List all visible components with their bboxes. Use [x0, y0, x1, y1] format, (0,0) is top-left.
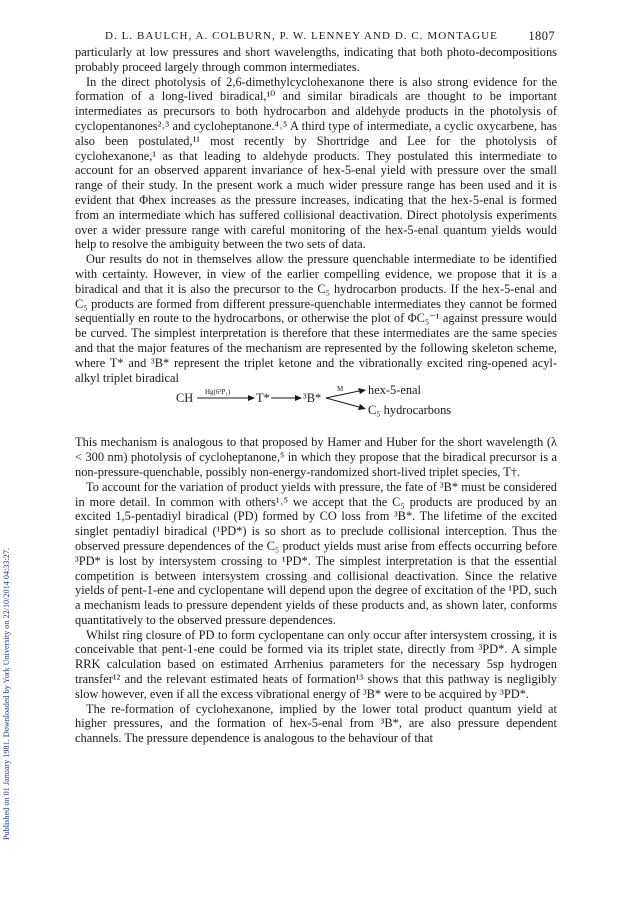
paragraph-5: To account for the variation of product yields with pressure, the fate of ³B* must be considered in more detail. In common with others¹˒⁵ we accept that the C₅ products are produced by an excited 1,5-pentadiyl biradical (PD) formed by CO loss from ³B*. The lifetime of the excited singlet pentadiyl biradical (¹PD*) is so short as to preclude collisional interception. Thus the observed pressure dependences of the C₅ product yields must arise from effects occurring before ³PD* is lost by intersystem crossing to ¹PD*. The simplest interpretation is that the essential competition is between intersystem crossing and collisional deactivation. Since the relative yields of pent-1-ene and cyclopentane will depend upon the degree of excitation of the ¹PD, such a mechanism leads to pressure dependent yields of these products and, as shown later, conforms quantitatively to the observed pressure dependences. — [75, 479, 557, 627]
scheme-intermediate-1: T* — [256, 391, 270, 406]
provenance-watermark — [0, 150, 18, 870]
article-body — [75, 45, 557, 746]
paragraph-2: In the direct photolysis of 2,6-dimethylcyclohexanone there is also strong evidence for the formation of a long-lived biradical,¹⁰ and similar biradicals are thought to be important intermediates as precursors to both hydrocarbon and aldehyde products in the photolysis of cyclopentanones²˒³ and cycloheptanone.⁴˒⁵ A third type of intermediate, a cyclic oxycarbene, has also been postulated,¹¹ most recently by Shortridge and Lee for the photolysis of cyclohexanone,¹ as that leading to aldehyde products. They postulated this intermediate to account for an observed apparent invariance of hex-5-enal yield with pressure over the small range of their study. In the present work a much wider pressure range has been used and it is evident that Φhex increases as the pressure increases, indicating that the hex-5-enal is formed from an intermediate which has suffered collisional deactivation. Direct photolysis experiments over a wider pressure range with careful monitoring of the hex-5-enal quantum yields would help to resolve the ambiguity between the two sets of data. — [75, 74, 557, 252]
scheme-lower-product: C₅ hydrocarbons — [368, 403, 452, 418]
paragraph-3: Our results do not in themselves allow the pressure quenchable intermediate to be identified with certainty. However, in view of the earlier compelling evidence, we propose that it is a biradical and that it is also the precursor to the C₅ hydrocarbon products. If the hex-5-enal and C₅ products are formed from different pressure-quenchable intermediates they cannot be formed sequentially en route to the hydrocarbons, or otherwise the plot of ΦC₅⁻¹ against pressure would be curved. The simplest interpretation is therefore that these intermediates are the same species and that the major features of the mechanism are represented by the following skeleton scheme, where T* and ³B* represent the triplet ketone and the vibrationally excited ring-opened acyl-alkyl triplet biradical — [75, 252, 557, 385]
header-authors: D. L. BAULCH, A. COLBURN, P. W. LENNEY AND D. C. MONTAGUE — [105, 30, 498, 42]
scheme-intermediate-2: ³B* — [303, 391, 322, 406]
page-number: 1807 — [528, 29, 555, 43]
paragraph-4: This mechanism is analogous to that proposed by Hamer and Huber for the short wavelength (λ < 300 nm) photolysis of cycloheptanone,⁵ in which they propose that the biradical precursor is a non-pressure-quenchable, possibly non-energy-randomized short-lived triplet species, T†. — [75, 435, 557, 479]
paragraph-1: particularly at low pressures and short wavelengths, indicating that both photo-decompositions probably proceed largely through common intermediates. — [75, 45, 557, 74]
scheme-reactant: CH — [176, 391, 194, 406]
paragraph-6: Whilst ring closure of PD to form cyclopentane can only occur after intersystem crossing, it is conceivable that pent-1-ene could be formed via its triplet state, directly from ³PD*. A simple RRK calculation based on estimated Arrhenius parameters for the necessary 5sp hydrogen transfer¹² and the relevant estimated heats of formation¹³ shows that this pathway is negligibly slow however, even if all the excess vibrational energy of ³B* were to be acquired by ³PD*. — [75, 627, 557, 701]
reaction-scheme — [75, 385, 557, 429]
scheme-arrow-label-m: M — [337, 385, 344, 394]
provenance-text: Published on 01 January 1981. Downloaded by York University on 22/10/2014 04:33:27. — [2, 547, 11, 840]
scheme-upper-product: hex-5-enal — [368, 383, 421, 398]
paragraph-7: The re-formation of cyclohexanone, implied by the lower total product quantum yield at higher pressures, and the formation of hex-5-enal from ³B*, are also pressure dependent channels. The pressure dependence is analogous to the behaviour of that — [75, 701, 557, 746]
scheme-arrow-label-1: Hg(6³P₁) — [205, 388, 231, 397]
